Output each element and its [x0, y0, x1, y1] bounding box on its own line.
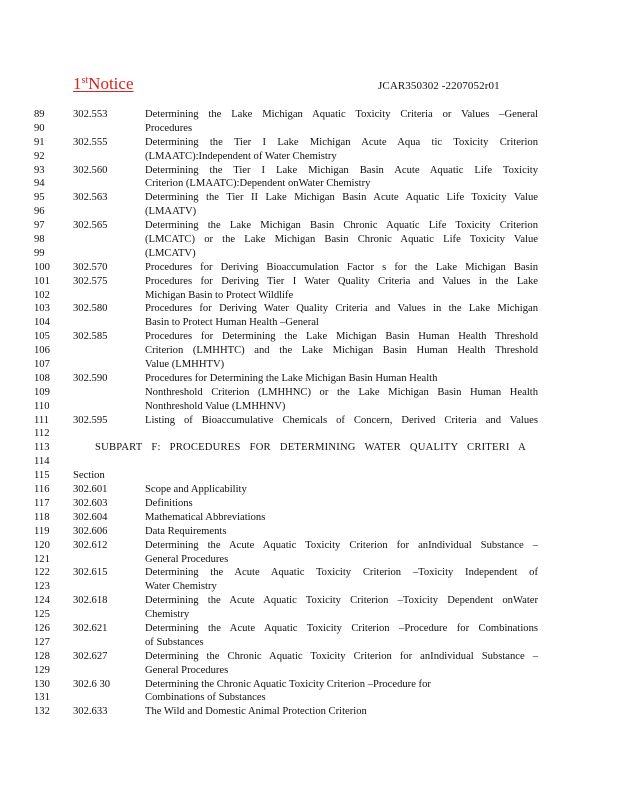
section-number: 302.604 — [73, 511, 108, 523]
line-number: 101 — [34, 275, 50, 287]
line-number: 106 — [34, 345, 50, 357]
section-title: General Procedures — [145, 553, 229, 565]
section-title: Procedures for Deriving Tier I Water Quality Criteria and Values in the Lake — [145, 275, 538, 287]
section-number: 302.627 — [73, 650, 108, 662]
line-number: 105 — [34, 331, 50, 343]
line-number: 96 — [34, 206, 45, 218]
section-title: Determining the Acute Aquatic Toxicity Criterion –Toxicity Independent of — [145, 567, 538, 579]
list-item — [0, 261, 618, 275]
section-title: Determining the Lake Michigan Aquatic Toxicity Criteria or Values –General — [145, 109, 538, 120]
section-title: Nonthreshold Criterion (LMHHNC) or the Lake Michigan Basin Human Health — [145, 386, 538, 398]
section-title: Water Chemistry — [145, 581, 217, 593]
list-item — [0, 622, 618, 636]
section-number: 302.560 — [73, 164, 108, 176]
section-number: 302.621 — [73, 622, 108, 634]
list-item — [0, 608, 618, 622]
section-title: Criterion (LMAATC):Dependent onWater Chemistry — [145, 178, 371, 190]
list-item — [0, 469, 618, 483]
line-number: 113 — [34, 442, 50, 454]
line-number: 114 — [34, 456, 50, 468]
section-number: 302.590 — [73, 372, 108, 384]
line-number: 115 — [34, 470, 50, 482]
line-number: 111 — [34, 414, 50, 426]
document-id: JCAR350302 -2207052r01 — [378, 80, 500, 92]
list-item — [0, 164, 618, 178]
notice-superscript: st — [81, 75, 89, 86]
line-number: 107 — [34, 359, 50, 371]
section-number: 302.606 — [73, 525, 108, 537]
line-number: 108 — [34, 372, 50, 384]
line-number: 118 — [34, 511, 50, 523]
section-number: 302.618 — [73, 595, 108, 607]
line-number: 123 — [34, 581, 50, 593]
list-item — [0, 497, 618, 511]
list-item — [0, 358, 618, 372]
section-title: Scope and Applicability — [145, 484, 247, 496]
line-number: 97 — [34, 220, 45, 232]
section-number: 302.615 — [73, 567, 108, 579]
section-title: (LMCATC) or the Lake Michigan Basin Chronic Aquatic Life Toxicity Value — [145, 234, 538, 246]
line-number: 102 — [34, 289, 50, 301]
list-item — [0, 427, 618, 441]
list-item — [0, 289, 618, 303]
list-item — [0, 177, 618, 191]
section-number: 302.585 — [73, 331, 108, 343]
line-number: 92 — [34, 150, 45, 162]
section-title: Determining the Lake Michigan Basin Chronic Aquatic Life Toxicity Criterion — [145, 220, 538, 232]
section-title: The Wild and Domestic Animal Protection Criterion — [145, 706, 367, 718]
section-title: Value (LMHHTV) — [145, 359, 225, 371]
table-of-contents — [0, 108, 618, 719]
section-number: 302.555 — [73, 136, 108, 148]
section-title: (LMAATV) — [145, 206, 197, 218]
section-title: Nonthreshold Value (LMHHNV) — [145, 400, 286, 412]
section-title: Determining the Chronic Aquatic Toxicity Criterion –Procedure for — [145, 678, 431, 690]
section-number: Section — [73, 470, 105, 482]
line-number: 125 — [34, 609, 50, 621]
section-title: of Substances — [145, 636, 204, 648]
section-title: Procedures for Deriving Bioaccumulation Factor s for the Lake Michigan Basin — [145, 261, 538, 273]
list-item — [0, 678, 618, 692]
section-title: Determining the Tier II Lake Michigan Basin Acute Aquatic Life Toxicity Value — [145, 192, 538, 204]
line-number: 119 — [34, 525, 50, 537]
section-number: 302.580 — [73, 303, 108, 315]
section-title: Chemistry — [145, 609, 190, 621]
list-item — [0, 664, 618, 678]
line-number: 112 — [34, 428, 50, 440]
section-title: Determining the Tier I Lake Michigan Basin Acute Aquatic Life Toxicity — [145, 164, 538, 176]
section-title: Procedures for Determining the Lake Michigan Basin Human Health — [145, 372, 438, 384]
list-item — [0, 344, 618, 358]
section-title: Determining the Acute Aquatic Toxicity Criterion for anIndividual Substance – — [145, 539, 538, 551]
list-item — [0, 511, 618, 525]
list-item — [0, 108, 618, 122]
line-number: 128 — [34, 650, 50, 662]
list-item — [0, 594, 618, 608]
line-number: 117 — [34, 497, 50, 509]
notice-word: Notice — [88, 74, 134, 93]
line-number: 130 — [34, 678, 50, 690]
list-item — [0, 483, 618, 497]
section-number: 302.553 — [73, 109, 108, 120]
list-item — [0, 191, 618, 205]
list-item — [0, 205, 618, 219]
line-number: 127 — [34, 636, 50, 648]
list-item — [0, 302, 618, 316]
section-number: 302.601 — [73, 484, 108, 496]
notice-number: 1 — [73, 74, 82, 93]
section-title: Determining the Acute Aquatic Toxicity Criterion –Toxicity Dependent onWater — [145, 595, 538, 607]
list-item — [0, 275, 618, 289]
section-number: 302.612 — [73, 539, 108, 551]
section-title: Combinations of Substances — [145, 692, 266, 704]
section-title: Criterion (LMHHTC) and the Lake Michigan Basin Human Health Threshold — [145, 345, 538, 357]
list-item — [0, 691, 618, 705]
line-number: 99 — [34, 247, 45, 259]
line-number: 132 — [34, 706, 50, 718]
section-title: Michigan Basin to Protect Wildlife — [145, 289, 294, 301]
line-number: 90 — [34, 122, 45, 134]
section-title: Data Requirements — [145, 525, 227, 537]
section-title: Basin to Protect Human Health –General — [145, 317, 319, 329]
list-item — [0, 400, 618, 414]
list-item — [0, 372, 618, 386]
list-item — [0, 539, 618, 553]
section-title: General Procedures — [145, 664, 229, 676]
section-number: 302.575 — [73, 275, 108, 287]
line-number: 120 — [34, 539, 50, 551]
section-title: Determining the Tier I Lake Michigan Acute Aqua tic Toxicity Criterion — [145, 136, 538, 148]
list-item — [0, 566, 618, 580]
line-number: 95 — [34, 192, 45, 204]
list-item — [0, 150, 618, 164]
line-number: 91 — [34, 136, 45, 148]
section-title: Mathematical Abbreviations — [145, 511, 266, 523]
subpart-heading: SUBPART F: PROCEDURES FOR DETERMINING WATER QUALITY CRITERI A — [95, 442, 526, 454]
list-item — [0, 580, 618, 594]
line-number: 124 — [34, 595, 50, 607]
line-number: 98 — [34, 234, 45, 246]
line-number: 100 — [34, 261, 50, 273]
section-title: (LMAATC):Independent of Water Chemistry — [145, 150, 337, 162]
notice-heading — [73, 74, 148, 94]
section-title: Procedures for Determining the Lake Michigan Basin Human Health Threshold — [145, 331, 538, 343]
list-item — [0, 553, 618, 567]
list-item — [0, 650, 618, 664]
section-title: Determining the Acute Aquatic Toxicity Criterion –Procedure for Combinations — [145, 622, 538, 634]
line-number: 131 — [34, 692, 50, 704]
section-title: Procedures — [145, 122, 193, 134]
line-number: 129 — [34, 664, 50, 676]
line-number: 121 — [34, 553, 50, 565]
section-number: 302.595 — [73, 414, 108, 426]
line-number: 122 — [34, 567, 50, 579]
list-item — [0, 386, 618, 400]
list-item — [0, 455, 618, 469]
list-item — [0, 636, 618, 650]
list-item — [0, 219, 618, 233]
section-number: 302.603 — [73, 497, 108, 509]
list-item — [0, 525, 618, 539]
list-item — [0, 414, 618, 428]
list-item — [0, 247, 618, 261]
line-number: 93 — [34, 164, 45, 176]
section-title: Procedures for Deriving Water Quality Criteria and Values in the Lake Michigan — [145, 303, 538, 315]
line-number: 116 — [34, 484, 50, 496]
section-number: 302.563 — [73, 192, 108, 204]
section-title: Definitions — [145, 497, 193, 509]
list-item — [0, 316, 618, 330]
line-number: 103 — [34, 303, 50, 315]
section-number: 302.6 30 — [73, 678, 111, 690]
list-item — [0, 705, 618, 719]
line-number: 110 — [34, 400, 50, 412]
section-number: 302.633 — [73, 706, 108, 718]
line-number: 109 — [34, 386, 50, 398]
section-title: (LMCATV) — [145, 247, 196, 259]
line-number: 89 — [34, 109, 45, 120]
section-title: Listing of Bioaccumulative Chemicals of Concern, Derived Criteria and Values — [145, 414, 538, 426]
list-item — [0, 136, 618, 150]
line-number: 104 — [34, 317, 50, 329]
section-number: 302.570 — [73, 261, 108, 273]
section-title: Determining the Chronic Aquatic Toxicity Criterion for anIndividual Substance – — [145, 650, 538, 662]
section-number: 302.565 — [73, 220, 108, 232]
list-item — [0, 122, 618, 136]
list-item — [0, 441, 618, 455]
list-item — [0, 233, 618, 247]
line-number: 126 — [34, 622, 50, 634]
line-number: 94 — [34, 178, 45, 190]
list-item — [0, 330, 618, 344]
